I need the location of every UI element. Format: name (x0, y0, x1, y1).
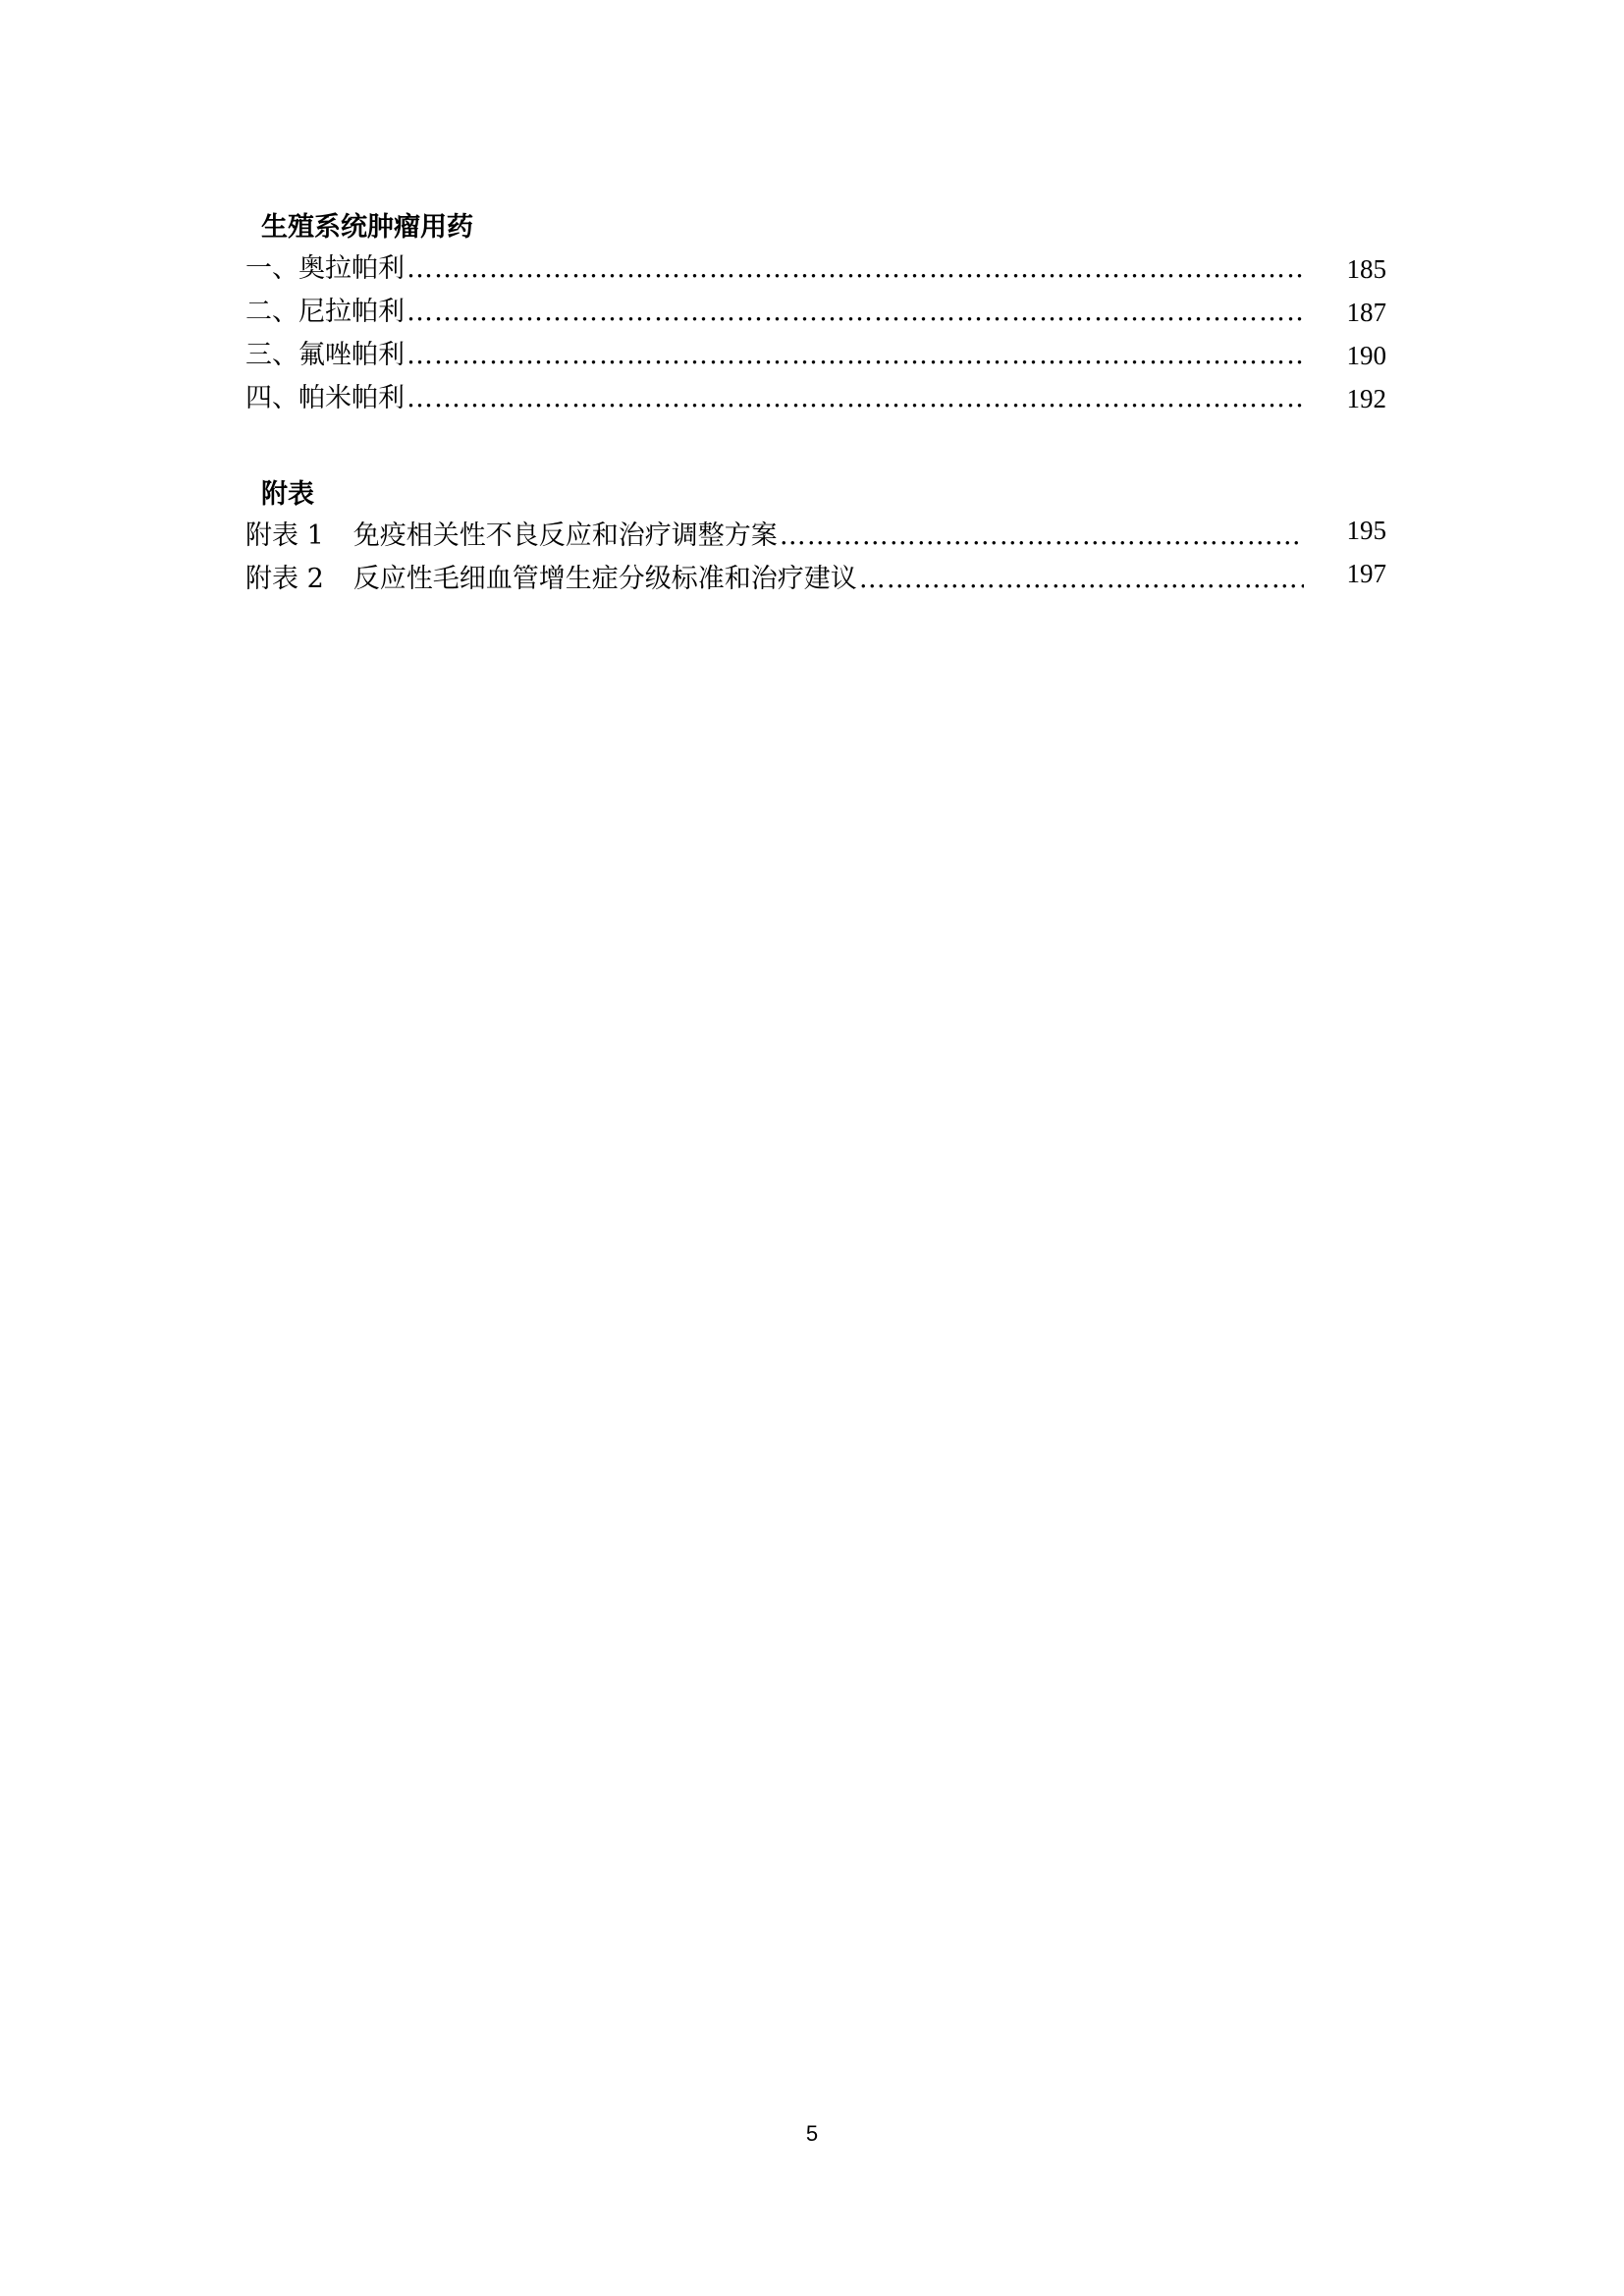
toc-entry-title: 一、奥拉帕利 (245, 253, 405, 284)
section-heading: 生殖系统肿瘤用药 (261, 212, 473, 243)
toc-entry-title: 反应性毛细血管增生症分级标准和治疗建议 (352, 564, 857, 594)
toc-entry[interactable] (245, 558, 1386, 601)
toc-entry-title: 四、帕米帕利 (245, 383, 405, 413)
toc-entry-prefix: 附表 2 (245, 564, 324, 594)
toc-entry[interactable] (245, 334, 1386, 377)
toc-leader-dots (859, 558, 1304, 601)
toc-entry-title: 免疫相关性不良反应和治疗调整方案 (352, 520, 778, 551)
toc-leader-dots (406, 334, 1304, 377)
toc-page-number: 192 (1346, 384, 1386, 413)
toc-entry-prefix: 附表 1 (245, 520, 324, 551)
footer-page-number: 5 (805, 2121, 819, 2146)
toc-leader-dots (406, 291, 1304, 334)
toc-entry[interactable] (245, 291, 1386, 334)
section-heading: 附表 (261, 479, 314, 510)
toc-section-reproductive-tumor-drugs (245, 208, 1386, 420)
toc-entry-title: 二、尼拉帕利 (245, 297, 405, 327)
toc-page-number: 190 (1346, 341, 1386, 370)
toc-entry-title: 三、氟唑帕利 (245, 340, 405, 370)
toc-page-number: 197 (1346, 559, 1386, 588)
toc-entry[interactable] (245, 247, 1386, 291)
toc-section-appendix (245, 475, 1386, 601)
toc-leader-dots (406, 247, 1304, 291)
toc-entry[interactable] (245, 515, 1386, 558)
toc-page-number: 187 (1346, 298, 1386, 327)
toc-leader-dots (780, 515, 1304, 558)
toc-page-number: 195 (1346, 516, 1386, 545)
toc-page-number: 185 (1346, 254, 1386, 284)
toc-leader-dots (406, 377, 1304, 420)
toc-entry[interactable] (245, 377, 1386, 420)
